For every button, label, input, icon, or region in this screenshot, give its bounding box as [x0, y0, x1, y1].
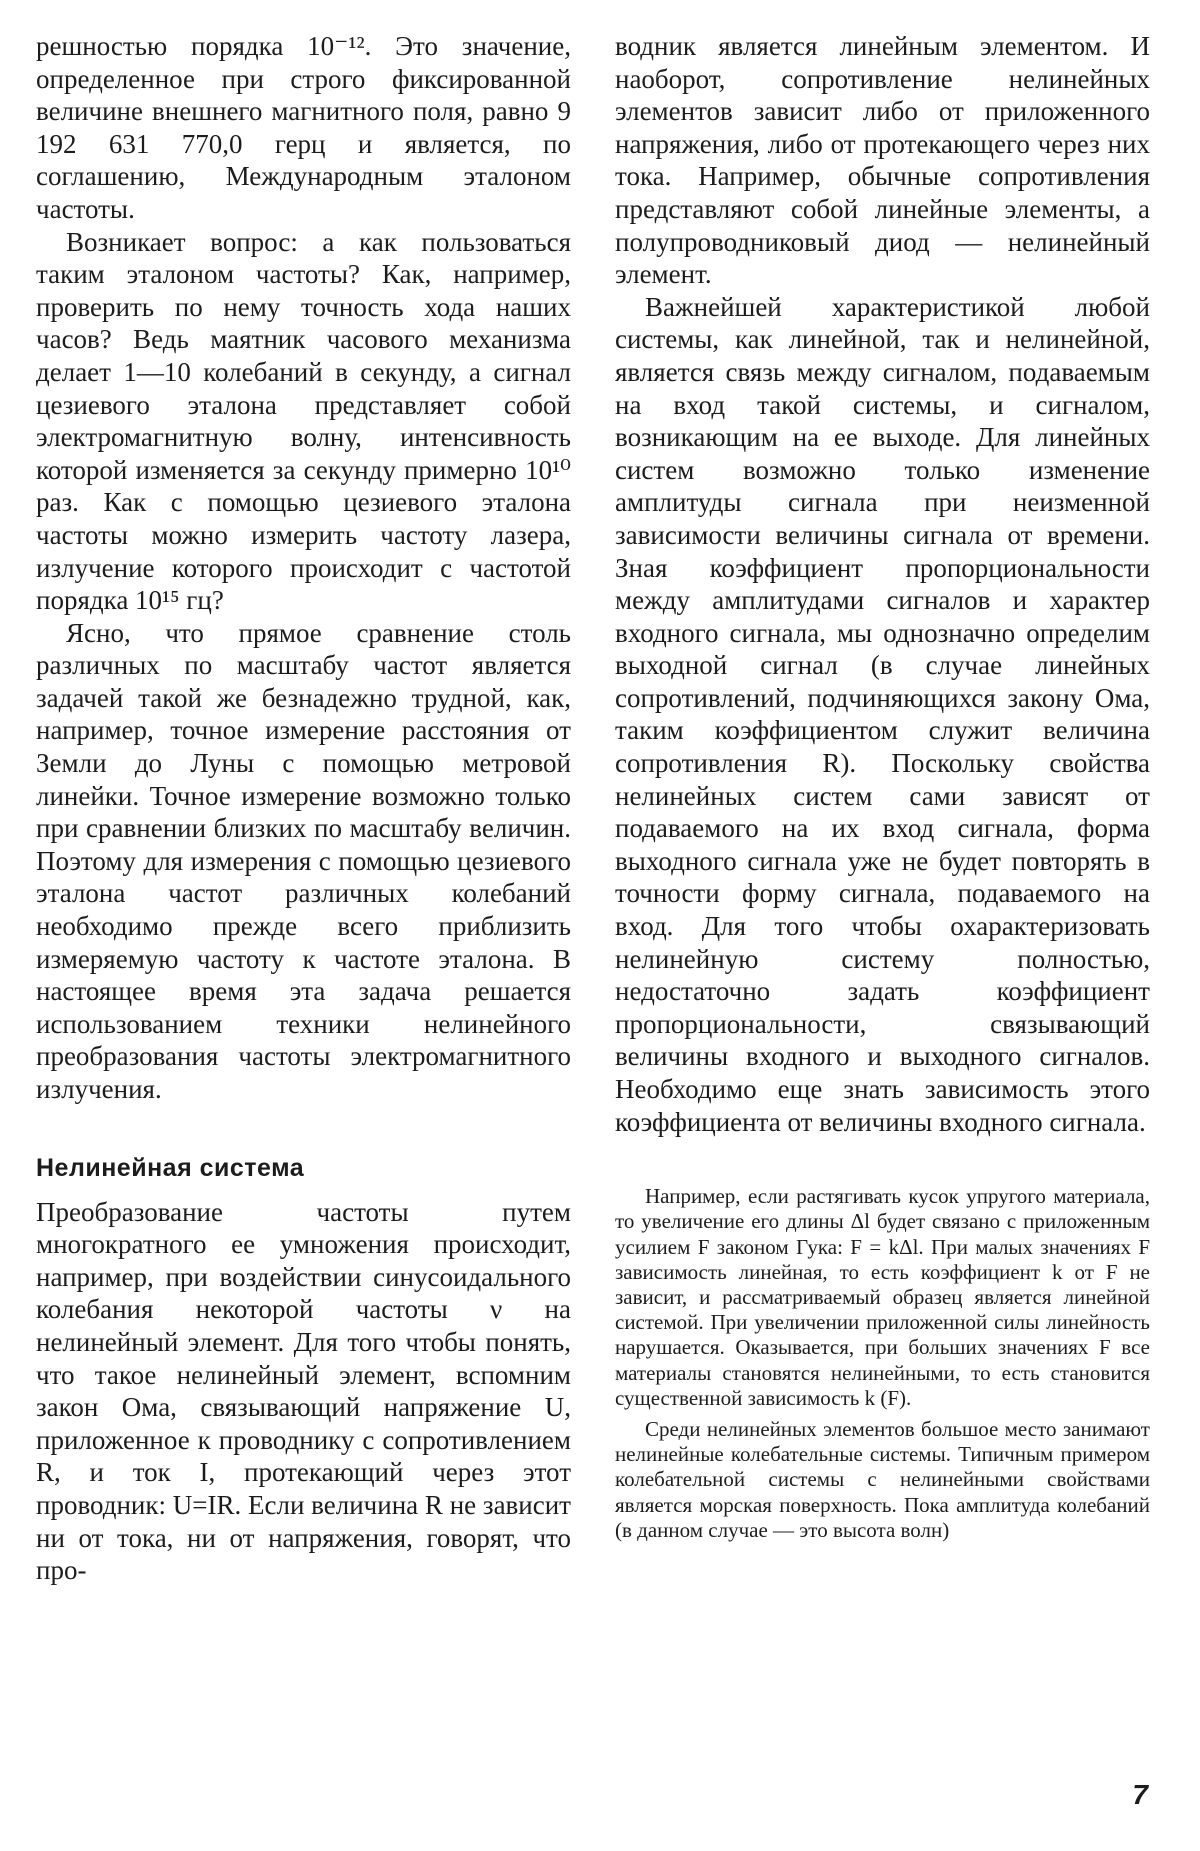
paragraph: Важнейшей характеристикой любой системы, как линейной, так и нелинейной, является связь между сигналом, подаваемым на вход такой системы, и сигналом, возникающим на ее выходе. Для линейных систем возможно только изменение амплитуды сигнала при неизменной зависимости величины сигнала от времени. Зная коэффициент пропорциональности между амплитудами сигналов и характер входного сигнала, мы однозначно определим выходной сигнал (в случае линейных сопротивлений, подчиняющихся закону Ома, таким коэффициентом служит величина сопротивления R). Поскольку свойства нелинейных систем сами зависят от подаваемого на их вход сигнала, форма выходного сигнала уже не будет повторять в точности форму сигнала, подаваемого на вход. Для того чтобы охарактеризовать нелинейную систему полностью, недостаточно задать коэффициент пропорциональности, связывающий величины входного и выходного сигналов. Необходимо еще знать зависимость этого коэффициента от величины входного сигнала.	[615, 291, 1150, 1137]
left-column	[36, 30, 571, 1587]
section-heading: Нелинейная система	[36, 1153, 305, 1182]
note-paragraph: Среди нелинейных элементов большое место занимают нелинейные колебательные системы. Типичным примером колебательной системы с нелинейными свойствами является морская поверхность. Пока амплитуда колебаний (в данном случае — это высота волн)	[615, 1417, 1150, 1542]
right-column	[615, 30, 1150, 1543]
note-paragraph: Например, если растягивать кусок упругого материала, то увеличение его длины Δl будет связано с приложенным усилием F законом Гука: F = kΔl. При малых значениях F зависимость линейная, то есть коэффициент k от F не зависит, и рассматриваемый образец является линейной системой. При увеличении приложенной силы линейность нарушается. Оказывается, при больших значениях F все материалы становятся нелинейными, то есть становится существенной зависимость k (F).	[615, 1184, 1150, 1410]
paragraph: Ясно, что прямое сравнение столь различных по масштабу частот является задачей такой же безнадежно трудной, как, например, точное измерение расстояния от Земли до Луны с помощью метровой линейки. Точное измерение возможно только при сравнении близких по масштабу величин. Поэтому для измерения с помощью цезиевого эталона частот различных колебаний необходимо прежде всего приблизить измеряемую частоту к частоте эталона. В настоящее время эта задача решается использованием техники нелинейного преобразования частоты электромагнитного излучения.	[36, 617, 571, 1104]
paragraph: решностью порядка 10⁻¹². Это значение, определенное при строго фиксированной величине внешнего магнитного поля, равно 9 192 631 770,0 герц и является, по соглашению, Международным эталоном частоты.	[36, 31, 571, 224]
heading-spacer	[36, 1184, 571, 1196]
note-spacer	[615, 1138, 1150, 1184]
paragraph: Возникает вопрос: а как пользоваться таким эталоном частоты? Как, например, проверить по нему точность хода наших часов? Ведь маятник часового механизма делает 1—10 колебаний в секунду, а сигнал цезиевого эталона представляет собой электромагнитную волну, интенсивность которой изменяется за секунду примерно 10¹⁰ раз. Как с помощью цезиевого эталона частоты можно измерить частоту лазера, излучение которого происходит с частотой порядка 10¹⁵ гц?	[36, 226, 571, 616]
section-spacer	[36, 1106, 571, 1152]
paragraph: водник является линейным элементом. И наоборот, сопротивление нелинейных элементов зависит либо от приложенного напряжения, либо от протекающего через них тока. Например, обычные сопротивления представляют собой линейные элементы, а полупроводниковый диод — нелинейный элемент.	[615, 31, 1150, 290]
page-number: 7	[1132, 1779, 1148, 1810]
paragraph: Преобразование частоты путем многократного ее умножения происходит, например, при воздействии синусоидального колебания некоторой частоты ν на нелинейный элемент. Для того чтобы понять, что такое нелинейный элемент, вспомним закон Ома, связывающий напряжение U, приложенное к проводнику с сопротивлением R, и ток I, протекающий через этот проводник: U=IR. Если величина R не зависит ни от тока, ни от напряжения, говорят, что про-	[36, 1196, 571, 1586]
